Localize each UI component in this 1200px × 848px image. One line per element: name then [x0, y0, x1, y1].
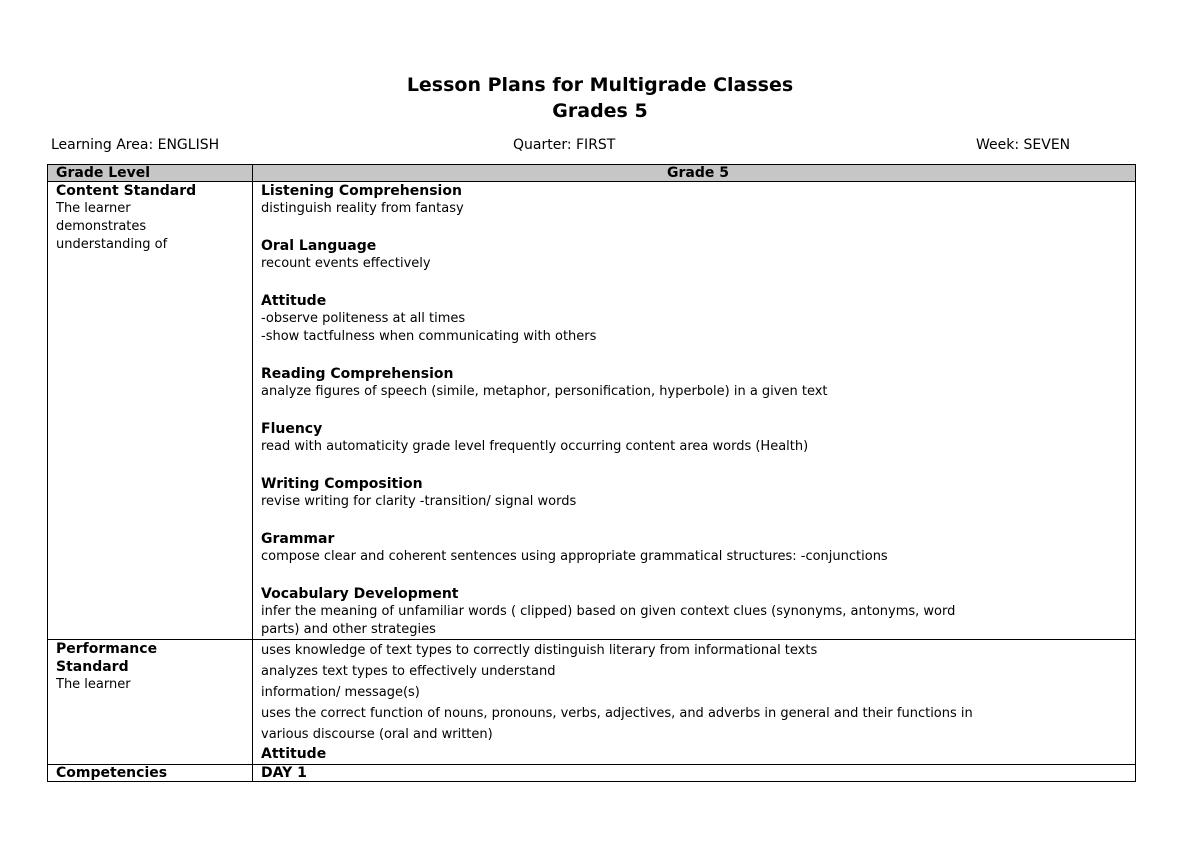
block-text: analyze figures of speech (simile, metaphor, personification, hyperbole) in a given text	[261, 384, 828, 399]
block-text: distinguish reality from fantasy	[261, 201, 464, 216]
block-text: read with automaticity grade level frequently occurring content area words (Health)	[261, 439, 809, 454]
learning-area: Learning Area: ENGLISH	[51, 137, 220, 153]
grade-level-label: Grade Level	[48, 165, 253, 182]
competencies-label: Competencies	[48, 765, 253, 782]
block-heading: Writing Composition	[261, 476, 423, 492]
performance-line: various discourse (oral and written)	[261, 727, 493, 742]
reading-comprehension-block	[261, 365, 1135, 401]
lesson-plan-table	[47, 164, 1136, 782]
block-text: -observe politeness at all times	[261, 311, 466, 326]
block-heading: Vocabulary Development	[261, 586, 459, 602]
competencies-day: DAY 1	[253, 765, 1136, 782]
block-text: revise writing for clarity -transition/ signal words	[261, 494, 577, 509]
block-text: recount events effectively	[261, 256, 431, 271]
performance-line: analyzes text types to effectively understand	[261, 664, 556, 679]
content-standard-details	[253, 182, 1136, 640]
grade-value: Grade 5	[253, 165, 1136, 182]
attitude-block	[261, 292, 1135, 346]
title-line-2: Grades 5	[552, 100, 648, 122]
content-standard-row	[48, 182, 1136, 640]
performance-sublabel: The learner	[56, 677, 131, 692]
performance-attitude: Attitude	[261, 746, 327, 762]
performance-line: uses knowledge of text types to correctly distinguish literary from informational texts	[261, 643, 818, 658]
block-heading: Oral Language	[261, 238, 377, 254]
block-heading: Grammar	[261, 531, 335, 547]
quarter: Quarter: FIRST	[513, 137, 616, 153]
grammar-block	[261, 530, 1135, 566]
block-heading: Listening Comprehension	[261, 183, 462, 199]
performance-standard-cell	[48, 640, 253, 765]
content-standard-label: Content Standard	[56, 183, 197, 199]
performance-line: information/ message(s)	[261, 685, 420, 700]
title-line-1: Lesson Plans for Multigrade Classes	[406, 74, 794, 96]
block-heading: Fluency	[261, 421, 323, 437]
fluency-block	[261, 420, 1135, 456]
oral-language-block	[261, 237, 1135, 273]
content-standard-sub-1: The learner	[56, 201, 131, 216]
competencies-row	[48, 765, 1136, 782]
block-text: -show tactfulness when communicating with others	[261, 329, 597, 344]
block-text: infer the meaning of unfamiliar words ( clipped) based on given context clues (synonyms, antonyms, word	[261, 604, 956, 619]
performance-label-1: Performance	[56, 641, 158, 657]
block-text: compose clear and coherent sentences using appropriate grammatical structures: -conjunctions	[261, 549, 888, 564]
block-heading: Attitude	[261, 293, 327, 309]
vocabulary-development-block	[261, 585, 1135, 639]
content-standard-sub-3: understanding of	[56, 237, 168, 252]
writing-composition-block	[261, 475, 1135, 511]
header-row	[48, 165, 1136, 182]
performance-label-2: Standard	[56, 659, 129, 675]
block-heading: Reading Comprehension	[261, 366, 454, 382]
content-standard-sub-2: demonstrates	[56, 219, 147, 234]
performance-standard-row	[48, 640, 1136, 765]
listening-comprehension-block	[261, 182, 1135, 218]
week: Week: SEVEN	[976, 137, 1071, 153]
block-text: parts) and other strategies	[261, 622, 436, 637]
performance-standard-details	[253, 640, 1136, 765]
content-standard-cell	[48, 182, 253, 640]
performance-line: uses the correct function of nouns, pronouns, verbs, adjectives, and adverbs in general and their functions in	[261, 706, 973, 721]
document-title	[0, 72, 1200, 124]
